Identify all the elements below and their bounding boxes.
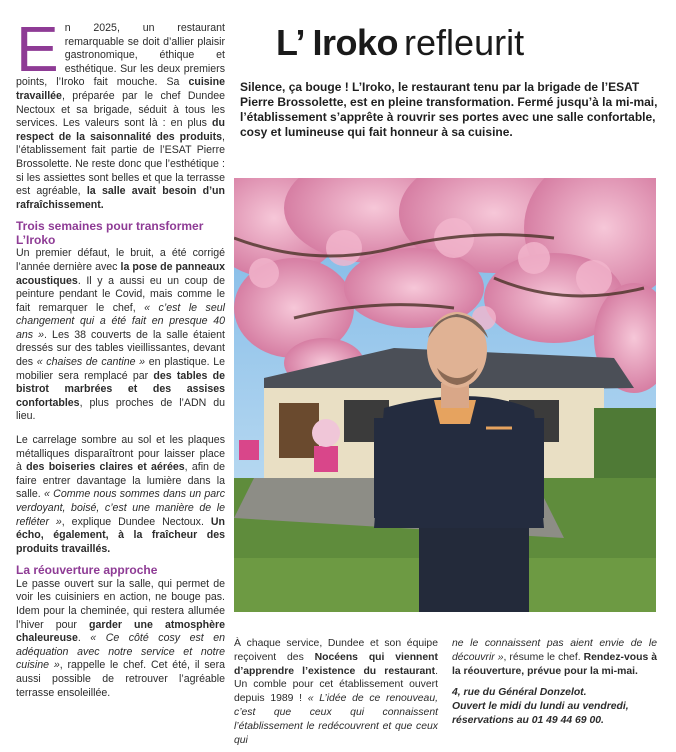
opening-hours: Ouvert le midi du lundi au vendredi, <box>452 701 629 713</box>
chef-under-cherry-tree-illustration <box>234 178 656 612</box>
title-light: refleurit <box>404 22 525 63</box>
address-line: 4, rue du Général Donzelot. <box>452 687 587 699</box>
bottom-column-2 <box>234 637 438 747</box>
bottom-column-3 <box>452 637 657 728</box>
address-block <box>452 686 657 727</box>
left-column <box>16 13 226 700</box>
title-bold: L’ Iroko <box>276 22 399 63</box>
article-lead: Silence, ça bouge ! L’Iroko, le restaurant tenu par la brigade de l’ESAT Pierre Brossolette, est en pleine transformation. Fermé jusqu’à la mi-mai, l’établissement s’apprête à rouvrir ses portes avec une salle confortable, cosy et lumineuse qui fait honneur à sa cuisine. <box>240 80 658 139</box>
section1-paragraph1: Un premier défaut, le bruit, a été corrigé l’année dernière avec la pose de panneaux acoustiques. Il y a aussi eu un coup de peinture pendant le Covid, mais comme le fait remarquer le chef, « c’est le seul changement qui a été fait en presque 40 ans ». Les 38 couverts de la salle étaient dressés sur des tables vieillissantes, devant des « chaises de cantine » en plastique. Le mobilier sera remplacé par des tables de bistrot marbrées et des assises confortables, plus proches de l’ADN du lieu. <box>16 247 226 423</box>
chef-photo <box>234 178 656 612</box>
article-title <box>276 22 524 64</box>
col2-paragraph: À chaque service, Dundee et son équipe reçoivent des Nocéens qui viennent d’apprendre l’existence du restaurant. Un comble pour cet établissement ouvert depuis 1989 ! « L’idée de ce renouveau, c’est que ceux qui connaissent l’établissement le redécouvrent et que ceux qui <box>234 638 438 746</box>
drop-cap: E <box>16 13 59 85</box>
col3-paragraph: ne le connaissent pas aient envie de le découvrir », résume le chef. Rendez-vous à la réouverture, prévue pour la mi-mai. <box>452 638 657 677</box>
reservation-phone: réservations au 01 49 44 69 00. <box>452 714 604 726</box>
section-heading-reopening: La réouverture approche <box>16 563 158 578</box>
section2-paragraph: Le passe ouvert sur la salle, qui permet de voir les cuisiniers en action, ne bouge pas. Idem pour la cheminée, qui restera allumée l’hiver pour garder une atmosphère chaleureuse. « Ce côté cosy est en adéquation avec notre service et notre cuisine », rappelle le chef. Cet été, il sera aussi possible de retrouver l’agréable terrasse ensoleillée. <box>16 577 225 699</box>
section1-paragraph2: Le carrelage sombre au sol et les plaques métalliques disparaîtront pour laisser place à des boiseries claires et aérées, afin de faire entrer davantage la lumière dans la salle. « Comme nous sommes dans un parc verdoyant, boisé, c’est une manière de le refléter », explique Dundee Nectoux. Un écho, également, à la fraîcheur des produits travaillés. <box>16 434 225 555</box>
intro-paragraph: En 2025, un restaurant remarquable se doit d’allier plaisir gastronomique, éthique et esthétique. Sur les deux premiers points, l’Iroko fait mouche. Sa cuisine travaillée, préparée par le chef Dundee Nectoux et sa brigade, séduit à tous les services. Les valeurs sont là : en plus du respect de la saisonnalité des produits, l’établissement fait partie de l’ESAT Pierre Brossolette. Ne reste donc que l’esthétique : si les assiettes sont belles et que la terrasse est agréable, la salle avait besoin d’un rafraîchissement. <box>16 13 225 211</box>
section-heading-transform: Trois semaines pour transformer L’Iroko <box>16 219 204 247</box>
